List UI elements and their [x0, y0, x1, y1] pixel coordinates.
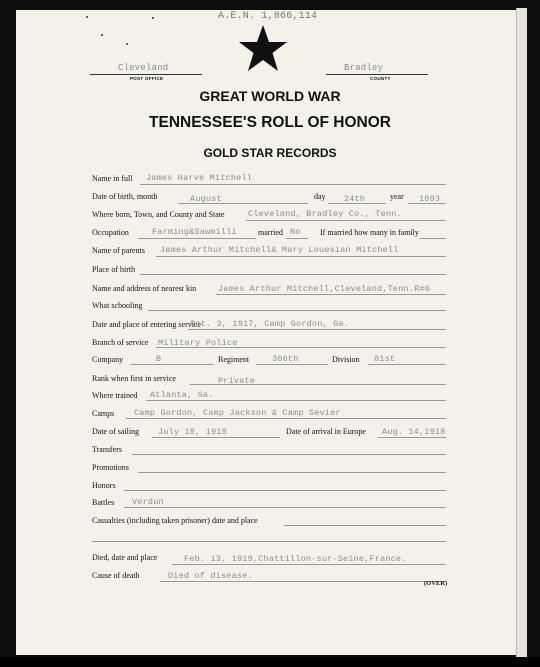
label-regiment: Regiment	[218, 355, 250, 364]
label-birth-year: year	[390, 192, 404, 201]
form-rule	[90, 74, 202, 75]
form-rule	[420, 238, 446, 239]
speck	[86, 16, 88, 18]
post-office-caption: POST OFFICE	[130, 76, 164, 81]
value-birth-day: 24th	[344, 194, 366, 204]
value-birth-month: August	[190, 194, 222, 204]
form-rule	[216, 294, 446, 295]
form-rule	[178, 203, 308, 204]
serial-number: A.E.N. 1,866,114	[218, 11, 318, 22]
label-occupation: Occupation	[92, 228, 129, 237]
form-rule	[140, 274, 446, 275]
form-rule	[190, 384, 446, 385]
value-battles: Verdun	[132, 497, 164, 507]
label-died: Died, date and place	[92, 553, 158, 562]
form-rule	[284, 525, 446, 526]
value-married: No	[290, 227, 301, 237]
speck	[152, 17, 154, 19]
label-rank: Rank when first in service	[92, 374, 176, 383]
label-camps: Camps	[92, 409, 115, 418]
speck	[101, 34, 103, 36]
value-entering: Oct. 3, 1917, Camp Gordon, Ga.	[190, 319, 350, 329]
value-arrival: Aug. 14,1918	[382, 427, 446, 437]
form-rule	[188, 329, 446, 330]
post-office-value: Cleveland	[118, 63, 169, 73]
form-rule	[92, 541, 446, 542]
form-rule	[326, 74, 428, 75]
page-edge	[516, 8, 527, 658]
label-parents: Name of parents	[92, 246, 145, 255]
label-birth-day: day	[314, 192, 326, 201]
title-roll-of-honor: TENNESSEE'S ROLL OF HONOR	[149, 114, 391, 131]
form-rule	[152, 437, 280, 438]
star-icon	[238, 24, 288, 72]
over-label: (OVER)	[424, 580, 448, 587]
value-regiment: 306th	[272, 354, 299, 364]
label-entering: Date and place of entering service	[92, 320, 202, 329]
form-rule	[126, 418, 446, 419]
label-casualties: Casualties (including taken prisoner) date and place	[92, 516, 258, 525]
value-occupation: Farming&Sawmilli	[152, 227, 237, 237]
form-rule	[368, 364, 446, 365]
label-division: Division	[332, 355, 360, 364]
form-rule	[256, 364, 328, 365]
label-birthplace: Where born, Town, and County and State	[92, 210, 225, 219]
value-sailing: July 18, 1918	[158, 427, 227, 437]
value-name: James Harve Mitchell	[146, 173, 253, 183]
speck	[126, 43, 128, 45]
value-died: Feb. 13, 1919,Chattillon-sur-Seine,France.	[184, 554, 407, 564]
value-camps: Camp Gordon, Camp Jackson & Camp Sevier	[134, 408, 341, 418]
label-kin: Name and address of nearest kin	[92, 284, 197, 293]
label-cause: Cause of death	[92, 571, 140, 580]
form-rule	[138, 472, 446, 473]
label-promotions: Promotions	[92, 463, 129, 472]
label-sailing: Date of sailing	[92, 427, 140, 436]
value-rank: Private	[218, 376, 256, 386]
label-schooling: What schooling	[92, 301, 143, 310]
form-rule	[124, 490, 446, 491]
form-rule	[246, 220, 446, 221]
form-rule	[132, 454, 446, 455]
value-division: 81st	[374, 354, 396, 364]
label-birth-month: Date of birth, month	[92, 192, 158, 201]
value-trained: Atlanta, Ga.	[150, 390, 214, 400]
value-birthplace: Cleveland, Bradley Co., Tenn.	[248, 209, 402, 219]
form-rule	[156, 347, 446, 348]
value-kin: James Arthur Mitchell,Cleveland,Tenn.R#6	[218, 284, 431, 294]
form-rule	[124, 507, 446, 508]
label-parents-birthplace: Place of birth	[92, 265, 136, 274]
label-name: Name in full	[92, 174, 133, 183]
county-value: Bradley	[344, 63, 384, 73]
label-arrival: Date of arrival in Europe	[286, 427, 366, 436]
scan-border	[0, 657, 540, 667]
label-company: Company	[92, 355, 124, 364]
value-parents: James Arthur Mitchell& Mary Louesian Mitchell	[160, 245, 399, 255]
county-caption: COUNTY	[370, 76, 391, 81]
form-rule	[172, 564, 446, 565]
form-rule	[130, 364, 214, 365]
value-birth-year: 1893	[419, 194, 441, 204]
title-gold-star-records: GOLD STAR RECORDS	[203, 146, 337, 160]
value-company: B	[156, 354, 162, 364]
form-rule	[286, 238, 308, 239]
form-rule	[146, 400, 446, 401]
label-branch: Branch of service	[92, 338, 149, 347]
label-married: married	[258, 228, 283, 237]
label-trained: Where trained	[92, 391, 138, 400]
form-rule	[138, 238, 256, 239]
label-transfers: Transfers	[92, 445, 122, 454]
value-cause: Died of disease.	[168, 571, 253, 581]
form-rule	[156, 256, 446, 257]
form-rule	[328, 203, 386, 204]
form-rule	[140, 184, 446, 185]
form-rule	[160, 581, 446, 582]
value-branch: Military Police	[158, 338, 238, 348]
form-rule	[378, 437, 446, 438]
label-family: If married how many in family	[320, 228, 419, 237]
label-battles: Battles	[92, 498, 115, 507]
form-rule	[408, 203, 446, 204]
title-great-world-war: GREAT WORLD WAR	[199, 88, 341, 104]
label-honors: Honors	[92, 481, 116, 490]
form-rule	[148, 310, 446, 311]
